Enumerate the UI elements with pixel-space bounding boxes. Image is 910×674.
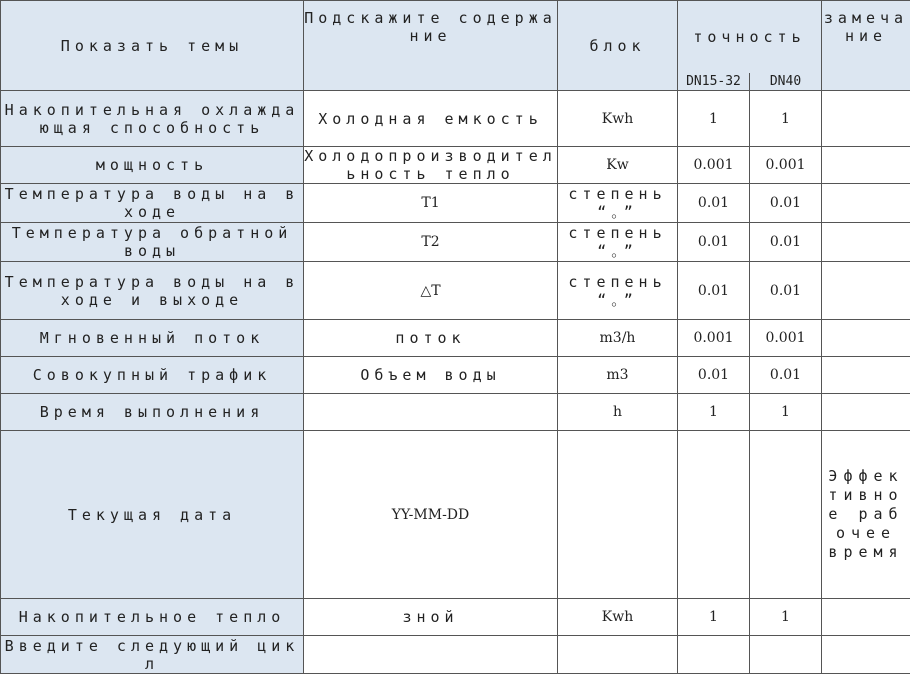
row-content: △T (304, 262, 558, 320)
row-unit: Kw (558, 147, 678, 184)
header-dn15-32: DN15-32 (678, 73, 750, 91)
header-unit: блок (558, 1, 678, 91)
row-dn40: 1 (750, 599, 822, 636)
row-dn40: 0.01 (750, 184, 822, 223)
row-topic: Накопительное тепло (1, 599, 304, 636)
row-topic: Совокупный трафик (1, 357, 304, 394)
row-remark (822, 320, 910, 357)
row-remark (822, 184, 910, 223)
table-row (1, 357, 910, 394)
row-dn15-32: 0.01 (678, 223, 750, 262)
row-remark (822, 599, 910, 636)
row-remark (822, 394, 910, 431)
row-dn40 (750, 431, 822, 599)
row-unit: Kwh (558, 91, 678, 147)
table-row (1, 599, 910, 636)
row-remark (822, 223, 910, 262)
row-remark: Эффективное рабочее время (822, 431, 910, 599)
row-dn15-32: 0.01 (678, 262, 750, 320)
row-dn15-32 (678, 431, 750, 599)
table-row (1, 431, 910, 599)
row-dn40: 0.01 (750, 357, 822, 394)
row-unit (558, 431, 678, 599)
table-row (1, 91, 910, 147)
table-row (1, 147, 910, 184)
table-row (1, 184, 910, 223)
row-unit: m3 (558, 357, 678, 394)
header-precision: точность (678, 1, 822, 73)
row-topic: Мгновенный поток (1, 320, 304, 357)
row-dn15-32: 1 (678, 91, 750, 147)
row-topic: Температура воды на входе и выходе (1, 262, 304, 320)
row-remark (822, 91, 910, 147)
row-topic: Введите следующий цикл (1, 636, 304, 674)
row-content: T2 (304, 223, 558, 262)
row-dn40: 1 (750, 394, 822, 431)
row-dn15-32: 0.01 (678, 357, 750, 394)
row-dn40 (750, 636, 822, 674)
row-content: поток (304, 320, 558, 357)
row-dn15-32: 0.001 (678, 147, 750, 184)
row-unit: степень “。” (558, 184, 678, 223)
row-topic: Температура воды на входе (1, 184, 304, 223)
row-unit: степень “。” (558, 223, 678, 262)
row-content: Холодопроизводительность тепло (304, 147, 557, 183)
table-row (1, 320, 910, 357)
row-remark (822, 262, 910, 320)
row-dn15-32: 0.001 (678, 320, 750, 357)
row-content: Холодная емкость (304, 91, 558, 147)
table-row (1, 223, 910, 262)
row-dn15-32: 0.01 (678, 184, 750, 223)
row-topic: Температура обратной воды (1, 223, 304, 262)
row-content (304, 636, 558, 674)
row-unit (558, 636, 678, 674)
row-unit: Kwh (558, 599, 678, 636)
row-unit: степень “。” (558, 262, 678, 320)
row-content: T1 (304, 184, 558, 223)
row-topic: мощность (1, 147, 304, 184)
row-dn15-32: 1 (678, 394, 750, 431)
row-dn40: 0.001 (750, 320, 822, 357)
row-unit: h (558, 394, 678, 431)
row-content: зной (304, 599, 558, 636)
row-dn15-32 (678, 636, 750, 674)
table-row (1, 262, 910, 320)
row-dn40: 0.001 (750, 147, 822, 184)
row-remark (822, 636, 910, 674)
row-dn40: 1 (750, 91, 822, 147)
row-content: Объем воды (304, 357, 558, 394)
row-unit: m3/h (558, 320, 678, 357)
table-row (1, 636, 910, 674)
header-remark: замечание (822, 1, 910, 91)
row-content (304, 394, 558, 431)
row-topic: Текущая дата (1, 431, 304, 599)
row-remark (822, 357, 910, 394)
row-remark (822, 147, 910, 184)
table-row (1, 394, 910, 431)
header-row (1, 1, 910, 73)
row-content: YY-MM-DD (304, 431, 558, 599)
row-dn40: 0.01 (750, 262, 822, 320)
header-topic: Показать темы (1, 1, 304, 91)
row-topic: Накопительная охлаждающая способность (1, 91, 304, 147)
header-dn40: DN40 (750, 73, 822, 91)
row-topic: Время выполнения (1, 394, 304, 431)
row-dn40: 0.01 (750, 223, 822, 262)
header-content: Подскажите содержание (304, 1, 558, 91)
row-dn15-32: 1 (678, 599, 750, 636)
